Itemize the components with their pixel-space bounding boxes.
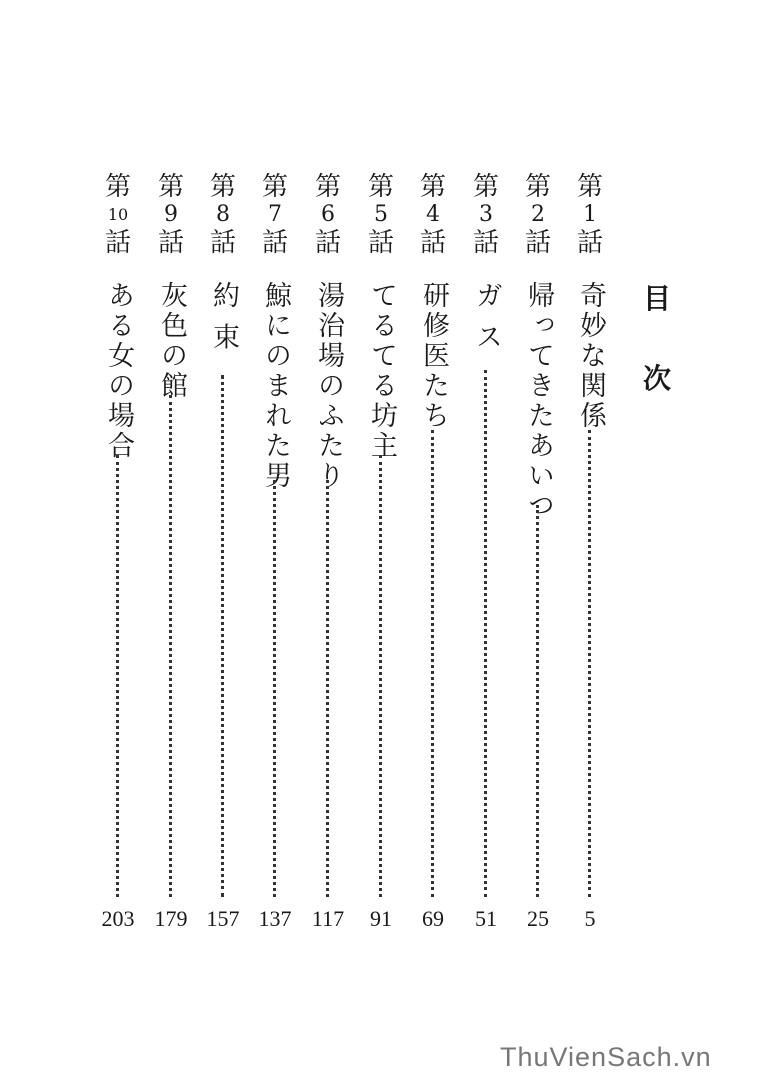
chapter-number: 9: [164, 202, 178, 227]
leader-dots: [431, 430, 434, 897]
chapter-label: [416, 173, 450, 257]
chapter-number: 1: [583, 202, 597, 227]
chapter-suffix: 話: [367, 228, 394, 258]
toc-entry[interactable]: [573, 173, 607, 933]
chapter-number: 10: [107, 205, 129, 224]
chapter-title: 帰ってきたあいつ: [523, 281, 554, 521]
chapter-title: ガ ス: [471, 281, 502, 353]
page-number: 117: [311, 906, 345, 931]
toc-entry[interactable]: [154, 173, 188, 933]
leader-dots: [221, 375, 224, 897]
toc-title-char: 目: [642, 282, 671, 315]
page-number: 203: [101, 906, 135, 931]
chapter-label: [311, 173, 345, 257]
chapter-label: [521, 173, 555, 257]
chapter-title: 灰色の館: [156, 281, 187, 401]
chapter-prefix: 第: [104, 172, 131, 202]
chapter-suffix: 話: [419, 228, 446, 258]
chapter-prefix: 第: [576, 172, 603, 202]
leader-dots: [379, 455, 382, 897]
toc-entry[interactable]: [469, 173, 503, 933]
leader-dots: [588, 430, 591, 897]
toc-title: [637, 282, 677, 395]
page-number: 5: [584, 906, 596, 931]
chapter-suffix: 話: [209, 228, 236, 258]
chapter-number: 7: [268, 202, 282, 227]
chapter-number: 5: [374, 202, 388, 227]
page-number: 157: [206, 906, 240, 931]
chapter-prefix: 第: [419, 172, 446, 202]
toc-entry[interactable]: [101, 173, 135, 933]
chapter-prefix: 第: [314, 172, 341, 202]
leader-dots: [116, 455, 119, 897]
chapter-suffix: 話: [261, 228, 288, 258]
chapter-label: [154, 173, 188, 257]
toc-entry[interactable]: [521, 173, 555, 933]
page-number: 179: [154, 906, 188, 931]
chapter-label: [573, 173, 607, 257]
chapter-prefix: 第: [472, 172, 499, 202]
chapter-title: 研修医たち: [418, 281, 449, 431]
leader-dots: [326, 480, 329, 897]
chapter-label: [258, 173, 292, 257]
leader-dots: [273, 480, 276, 897]
toc-entry[interactable]: [311, 173, 345, 933]
chapter-label: [469, 173, 503, 257]
chapter-number: 8: [216, 202, 230, 227]
chapter-number: 3: [479, 202, 493, 227]
chapter-title: 湯治場のふたり: [313, 281, 344, 491]
chapter-suffix: 話: [314, 228, 341, 258]
chapter-prefix: 第: [157, 172, 184, 202]
toc-title-char: 次: [642, 362, 671, 395]
chapter-number: 6: [321, 202, 335, 227]
chapter-prefix: 第: [524, 172, 551, 202]
chapter-prefix: 第: [209, 172, 236, 202]
toc-entry[interactable]: [206, 173, 240, 933]
chapter-suffix: 話: [576, 228, 603, 258]
chapter-suffix: 話: [524, 228, 551, 258]
page-number: 137: [258, 906, 292, 931]
chapter-suffix: 話: [104, 228, 131, 258]
watermark: ThuVienSach.vn: [500, 1042, 712, 1072]
chapter-prefix: 第: [367, 172, 394, 202]
chapter-prefix: 第: [261, 172, 288, 202]
chapter-title: てるてる坊主: [366, 281, 397, 461]
toc-entry[interactable]: [258, 173, 292, 933]
chapter-suffix: 話: [157, 228, 184, 258]
leader-dots: [484, 370, 487, 897]
page-number: 69: [422, 906, 444, 931]
page-number: 51: [475, 906, 497, 931]
chapter-label: [101, 173, 135, 257]
chapter-label: [364, 173, 398, 257]
chapter-number: 2: [531, 202, 545, 227]
chapter-number: 4: [426, 202, 440, 227]
chapter-title: 奇妙な関係: [575, 281, 606, 431]
page-number: 25: [527, 906, 549, 931]
toc-entry[interactable]: [364, 173, 398, 933]
chapter-title: ある女の場合: [103, 281, 134, 461]
chapter-label: [206, 173, 240, 257]
page-number: 91: [370, 906, 392, 931]
leader-dots: [536, 505, 539, 897]
chapter-title: 約 束: [208, 281, 239, 353]
chapter-suffix: 話: [472, 228, 499, 258]
toc-entry[interactable]: [416, 173, 450, 933]
chapter-title: 鯨にのまれた男: [260, 281, 291, 491]
leader-dots: [169, 395, 172, 897]
